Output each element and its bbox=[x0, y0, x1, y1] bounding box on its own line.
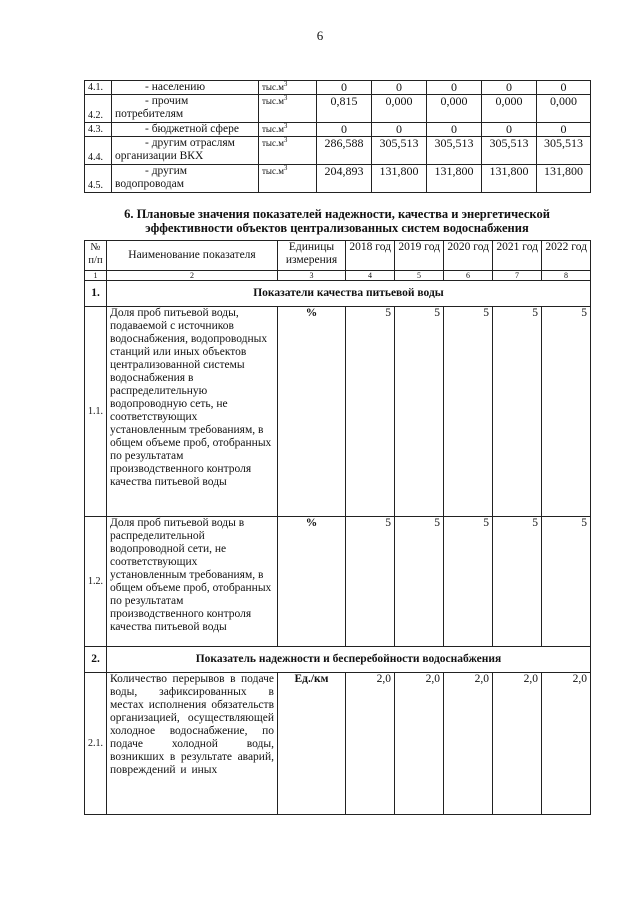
section-number: 1. bbox=[85, 281, 107, 307]
section-row bbox=[85, 281, 591, 307]
header-year: 2019 год bbox=[395, 241, 444, 271]
value-cell: 2,0 bbox=[444, 673, 493, 815]
value-cell: 5 bbox=[444, 307, 493, 517]
section-title: Показатель надежности и бесперебойности водоснабжения bbox=[107, 647, 591, 673]
row-index: 1.1. bbox=[85, 307, 107, 517]
value-cell: 5 bbox=[346, 307, 395, 517]
row-name: - другим водопроводам bbox=[112, 165, 259, 193]
header-row bbox=[85, 241, 591, 271]
value-cell: 204,893 bbox=[317, 165, 372, 193]
table-row bbox=[85, 307, 591, 517]
header-year: 2020 год bbox=[444, 241, 493, 271]
value-cell: 0 bbox=[427, 81, 482, 95]
value-cell: 0 bbox=[537, 123, 591, 137]
row-name: - бюджетной сфере bbox=[112, 123, 259, 137]
value-cell: 2,0 bbox=[346, 673, 395, 815]
table-row bbox=[85, 165, 591, 193]
header-unit: Единицы измерения bbox=[278, 241, 346, 271]
table-row bbox=[85, 673, 591, 815]
unit-cell: $тыс.м^3$ bbox=[259, 81, 317, 95]
value-cell: 0,000 bbox=[427, 95, 482, 123]
column-number: 7 bbox=[493, 271, 542, 281]
row-index: 4.5. bbox=[85, 165, 112, 193]
unit-cell: % bbox=[278, 307, 346, 517]
value-cell: 131,800 bbox=[537, 165, 591, 193]
table-row bbox=[85, 81, 591, 95]
column-number: 5 bbox=[395, 271, 444, 281]
table-row bbox=[85, 95, 591, 123]
value-cell: 0 bbox=[372, 123, 427, 137]
value-cell: 5 bbox=[493, 307, 542, 517]
table-row bbox=[85, 137, 591, 165]
column-number: 8 bbox=[542, 271, 591, 281]
value-cell: 0 bbox=[537, 81, 591, 95]
row-index: 4.2. bbox=[85, 95, 112, 123]
header-year: 2021 год bbox=[493, 241, 542, 271]
value-cell: 5 bbox=[346, 517, 395, 647]
value-cell: 0 bbox=[317, 81, 372, 95]
row-index: 4.1. bbox=[85, 81, 112, 95]
table-row bbox=[85, 517, 591, 647]
value-cell: 5 bbox=[395, 517, 444, 647]
row-index: 2.1. bbox=[85, 673, 107, 815]
value-cell: 5 bbox=[395, 307, 444, 517]
value-cell: 305,513 bbox=[427, 137, 482, 165]
value-cell: 0,000 bbox=[482, 95, 537, 123]
value-cell: 0 bbox=[427, 123, 482, 137]
indicators-table bbox=[84, 240, 591, 815]
header-num: № п/п bbox=[85, 241, 107, 271]
header-year: 2018 год bbox=[346, 241, 395, 271]
unit-cell: Ед./км bbox=[278, 673, 346, 815]
section-number: 2. bbox=[85, 647, 107, 673]
value-cell: 2,0 bbox=[493, 673, 542, 815]
value-cell: 2,0 bbox=[542, 673, 591, 815]
indicator-name: Количество перерывов в подаче воды, зафиксированных в местах исполнения обязательств организацией, осуществляющей холодное водоснабжение, по подаче холодной воды, возникших в результате аварий, повреждений и иных bbox=[107, 673, 278, 815]
section-title: Показатели качества питьевой воды bbox=[107, 281, 591, 307]
column-number: 1 bbox=[85, 271, 107, 281]
value-cell: 5 bbox=[493, 517, 542, 647]
value-cell: 0,815 bbox=[317, 95, 372, 123]
table-row bbox=[85, 123, 591, 137]
header-name: Наименование показателя bbox=[107, 241, 278, 271]
column-number: 4 bbox=[346, 271, 395, 281]
unit-cell: $тыс.м^3$ bbox=[259, 95, 317, 123]
unit-cell: % bbox=[278, 517, 346, 647]
column-number: 2 bbox=[107, 271, 278, 281]
value-cell: 305,513 bbox=[537, 137, 591, 165]
value-cell: 5 bbox=[542, 307, 591, 517]
indicator-name: Доля проб питьевой воды, подаваемой с источников водоснабжения, водопроводных станций или иных объектов централизованной системы водоснабжения в распределительную водопроводную сеть, не соответствующих установленным требованиям, в общем объеме проб, отобранных по результатам производственного контроля качества питьевой воды bbox=[107, 307, 278, 517]
value-cell: 305,513 bbox=[372, 137, 427, 165]
value-cell: 0,000 bbox=[537, 95, 591, 123]
row-name: - другим отраслям организации ВКХ bbox=[112, 137, 259, 165]
value-cell: 131,800 bbox=[482, 165, 537, 193]
column-number-row bbox=[85, 271, 591, 281]
value-cell: 286,588 bbox=[317, 137, 372, 165]
value-cell: 0 bbox=[372, 81, 427, 95]
section-row bbox=[85, 647, 591, 673]
value-cell: 5 bbox=[444, 517, 493, 647]
volume-table bbox=[84, 80, 591, 193]
row-index: 4.3. bbox=[85, 123, 112, 137]
row-name: - прочим потребителям bbox=[112, 95, 259, 123]
unit-cell: $тыс.м^3$ bbox=[259, 137, 317, 165]
indicator-name: Доля проб питьевой воды в распределительной водопроводной сети, не соответствующих установленным требованиям, в общем объеме проб, отобранных по результатам производственного контроля качества питьевой воды bbox=[107, 517, 278, 647]
unit-cell: $тыс.м^3$ bbox=[259, 123, 317, 137]
value-cell: 0 bbox=[482, 81, 537, 95]
value-cell: 305,513 bbox=[482, 137, 537, 165]
row-index: 1.2. bbox=[85, 517, 107, 647]
value-cell: 0,000 bbox=[372, 95, 427, 123]
row-index: 4.4. bbox=[85, 137, 112, 165]
column-number: 3 bbox=[278, 271, 346, 281]
header-year: 2022 год bbox=[542, 241, 591, 271]
unit-cell: $тыс.м^3$ bbox=[259, 165, 317, 193]
value-cell: 0 bbox=[482, 123, 537, 137]
value-cell: 131,800 bbox=[372, 165, 427, 193]
column-number: 6 bbox=[444, 271, 493, 281]
section-heading: 6. Плановые значения показателей надежности, качества и энергетической эффективности объектов централизованных систем водоснабжения bbox=[124, 207, 550, 235]
row-name: - населению bbox=[112, 81, 259, 95]
value-cell: 0 bbox=[317, 123, 372, 137]
value-cell: 131,800 bbox=[427, 165, 482, 193]
value-cell: 5 bbox=[542, 517, 591, 647]
page-number: 6 bbox=[316, 28, 324, 43]
value-cell: 2,0 bbox=[395, 673, 444, 815]
